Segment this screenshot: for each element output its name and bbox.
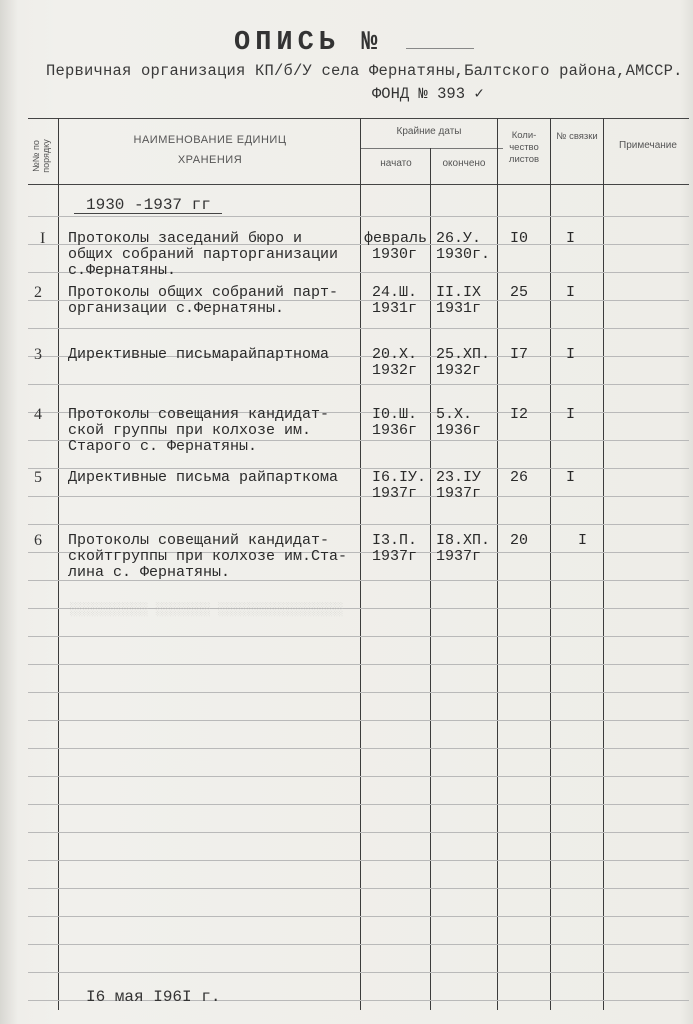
date-end: I8.ХП.	[436, 532, 491, 549]
item-title-line: организации с.Фернатяны.	[68, 300, 285, 317]
ruled-line	[28, 720, 689, 721]
ruled-line	[28, 972, 689, 973]
row-number: 6	[34, 532, 42, 549]
header-start: начато	[380, 158, 412, 169]
sheet-count: 25	[510, 284, 529, 301]
ruled-line	[28, 384, 689, 385]
item-title-line: Директивные письмарайпартнома	[68, 346, 330, 363]
item-title-line: Протоколы заседаний бюро и	[68, 230, 303, 247]
item-title-line: Директивные письма райпарткома	[68, 469, 339, 486]
ruled-line	[28, 832, 689, 833]
item-title-line: с.Фернатяны.	[68, 262, 177, 279]
header-bundle: № связки	[556, 131, 598, 142]
bundle-number: I	[566, 346, 576, 363]
header-end: окончено	[442, 158, 486, 169]
col-line-6	[603, 118, 604, 1010]
item-title-line: ской группы при колхозе им.	[68, 422, 312, 439]
signature-date: I6 мая I96I г.	[86, 988, 221, 1006]
date-end: 1930г.	[436, 246, 491, 263]
header-sheets: Коли-чество листов	[508, 130, 540, 165]
date-start: 24.Ш.	[372, 284, 418, 301]
bundle-number: I	[566, 284, 576, 301]
inventory-number-line	[406, 48, 474, 49]
date-start: 1937г	[372, 548, 418, 565]
date-start: 1930г	[372, 246, 418, 263]
ruled-line	[28, 804, 689, 805]
ruled-line	[28, 888, 689, 889]
sheet-count: 26	[510, 469, 529, 486]
date-start: февраль	[364, 230, 428, 247]
header-order-number: №№ по порядку	[31, 139, 51, 173]
bundle-number: I	[566, 406, 576, 423]
date-end: 1937г	[436, 485, 482, 502]
date-start: I0.Ш.	[372, 406, 418, 423]
table-top-border	[28, 118, 689, 119]
sheet-count: I0	[510, 230, 529, 247]
ruled-line	[28, 524, 689, 525]
row-number: 4	[34, 406, 42, 423]
item-title-line: Протоколы совещаний кандидат-	[68, 532, 330, 549]
fond-number: ФОНД № 393 ✓	[372, 85, 484, 103]
ruled-line	[28, 860, 689, 861]
sheet-count: 20	[510, 532, 529, 549]
bundle-number: I	[578, 532, 588, 549]
date-end: II.IX	[436, 284, 482, 301]
header-note: Примечание	[619, 140, 677, 151]
bundle-number: I	[566, 469, 576, 486]
dates-subheader-line	[360, 148, 503, 149]
ruled-line	[28, 944, 689, 945]
date-end: 1936г	[436, 422, 482, 439]
date-start: 1932г	[372, 362, 418, 379]
ruled-line	[28, 692, 689, 693]
period-underline	[74, 213, 222, 214]
date-end: 23.IУ	[436, 469, 482, 486]
col-line-1	[58, 118, 59, 1010]
date-start: 1936г	[372, 422, 418, 439]
ruled-line	[28, 496, 689, 497]
row-number: I	[40, 230, 46, 247]
period-heading: 1930 -1937 гг	[86, 196, 211, 214]
date-start: I6.IУ.	[372, 469, 427, 486]
header-dates: Крайние даты	[396, 126, 462, 137]
item-title-line: лина с. Фернатяны.	[68, 564, 231, 581]
col-line-4	[497, 118, 498, 1010]
header-bottom-border	[28, 184, 689, 185]
ruled-line	[28, 748, 689, 749]
date-end: 1932г	[436, 362, 482, 379]
date-end: 26.У.	[436, 230, 482, 247]
col-line-5	[550, 118, 551, 1010]
row-number: 3	[34, 346, 42, 363]
ruled-line	[28, 664, 689, 665]
ruled-line	[28, 636, 689, 637]
col-line-3	[430, 148, 431, 1010]
col-line-2	[360, 118, 361, 1010]
item-title-line: Протоколы совещания кандидат-	[68, 406, 330, 423]
date-end: 1931г	[436, 300, 482, 317]
item-title-line: общих собраний парторганизации	[68, 246, 339, 263]
date-end: 1937г	[436, 548, 482, 565]
date-start: 1931г	[372, 300, 418, 317]
date-end: 5.X.	[436, 406, 473, 423]
date-start: 1937г	[372, 485, 418, 502]
ruled-line	[28, 328, 689, 329]
sheet-count: I2	[510, 406, 529, 423]
ruled-line	[28, 916, 689, 917]
ruled-line	[28, 776, 689, 777]
item-title-line: Старого с. Фернатяны.	[68, 438, 258, 455]
item-title-line: скойтгруппы при колхозе им.Ста-	[68, 548, 348, 565]
row-number: 2	[34, 284, 42, 301]
date-end: 25.ХП.	[436, 346, 491, 363]
date-start: I3.П.	[372, 532, 418, 549]
document-title: ОПИСЬ №	[234, 28, 383, 58]
item-title-line: Протоколы общих собраний парт-	[68, 284, 339, 301]
header-name: НАИМЕНОВАНИЕ ЕДИНИЦ ХРАНЕНИЯ	[133, 134, 287, 166]
organization-line: Первичная организация КП/б/У села Фернатяны,Балтского района,АМССР.	[46, 62, 683, 80]
sheet-count: I7	[510, 346, 529, 363]
row-number: 5	[34, 469, 42, 486]
ruled-line	[28, 216, 689, 217]
bundle-number: I	[566, 230, 576, 247]
date-start: 20.X.	[372, 346, 418, 363]
bleed-through-text: ░░░░░░░░░░ ░░░░░░░ ░░░░░░░░░░░░░░░░	[70, 602, 344, 617]
